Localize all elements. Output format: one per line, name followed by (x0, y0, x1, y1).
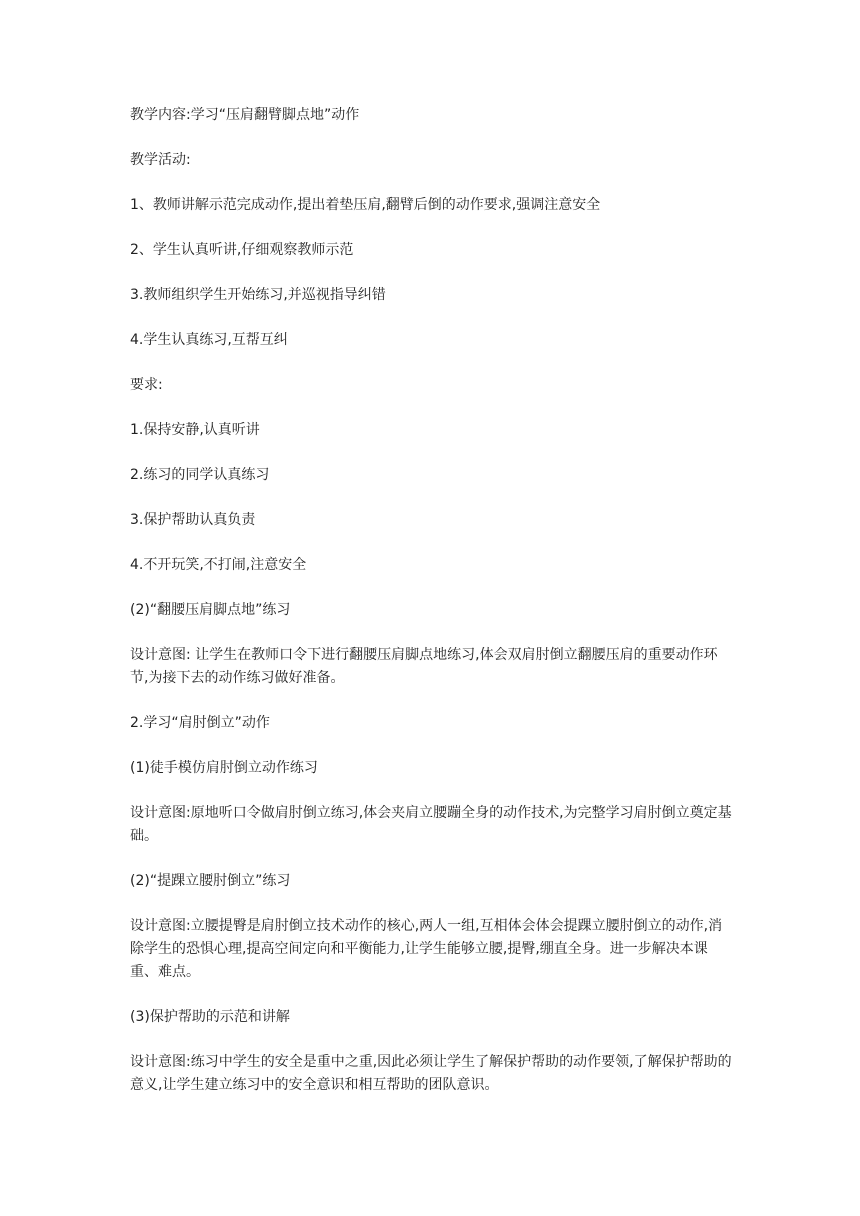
paragraph-lesson-content: 教学内容:学习“压肩翻臂脚点地”动作 (130, 107, 360, 123)
paragraph-design-intent-1: 设计意图: 让学生在教师口令下进行翻腰压肩脚点地练习,体会双肩肘倒立翻腰压肩的重要动作环节,为接下去的动作练习做好准备。 (130, 647, 718, 686)
paragraph-design-intent-3: 设计意图:立腰提臀是肩肘倒立技术动作的核心,两人一组,互相体会体会提踝立腰肘倒立的动作,消除学生的恐惧心理,提高空间定向和平衡能力,让学生能够立腰,提臀,绷直全身。进一步解决本课重、难点。 (130, 918, 723, 980)
paragraph-activity-3: 3.教师组织学生开始练习,并巡视指导纠错 (130, 287, 386, 303)
paragraph-requirement-4: 4.不开玩笑,不打闹,注意安全 (130, 557, 307, 573)
paragraph-requirement-3: 3.保护帮助认真负责 (130, 512, 256, 528)
paragraph-subsection-3: (3)保护帮助的示范和讲解 (130, 1009, 290, 1025)
paragraph-exercise-2: (2)“翻腰压肩脚点地”练习 (130, 602, 291, 618)
paragraph-design-intent-2: 设计意图:原地听口令做肩肘倒立练习,体会夹肩立腰蹦全身的动作技术,为完整学习肩肘倒立奠定基础。 (130, 805, 732, 844)
paragraph-activities-heading: 教学活动: (130, 152, 191, 168)
paragraph-section-2-heading: 2.学习“肩肘倒立”动作 (130, 715, 270, 731)
paragraph-design-intent-4: 设计意图:练习中学生的安全是重中之重,因此必须让学生了解保护帮助的动作要领,了解保护帮助的意义,让学生建立练习中的安全意识和相互帮助的团队意识。 (130, 1054, 732, 1093)
paragraph-activity-1: 1、教师讲解示范完成动作,提出着垫压肩,翻臂后倒的动作要求,强调注意安全 (130, 197, 601, 213)
paragraph-requirements-heading: 要求: (130, 377, 163, 393)
paragraph-requirement-1: 1.保持安静,认真听讲 (130, 422, 260, 438)
paragraph-activity-2: 2、学生认真听讲,仔细观察教师示范 (130, 242, 354, 258)
paragraph-subsection-2: (2)“提踝立腰肘倒立”练习 (130, 873, 291, 889)
paragraph-activity-4: 4.学生认真练习,互帮互纠 (130, 332, 288, 348)
paragraph-requirement-2: 2.练习的同学认真练习 (130, 467, 270, 483)
paragraph-subsection-1: (1)徒手模仿肩肘倒立动作练习 (130, 760, 318, 776)
document-page (130, 104, 732, 1119)
